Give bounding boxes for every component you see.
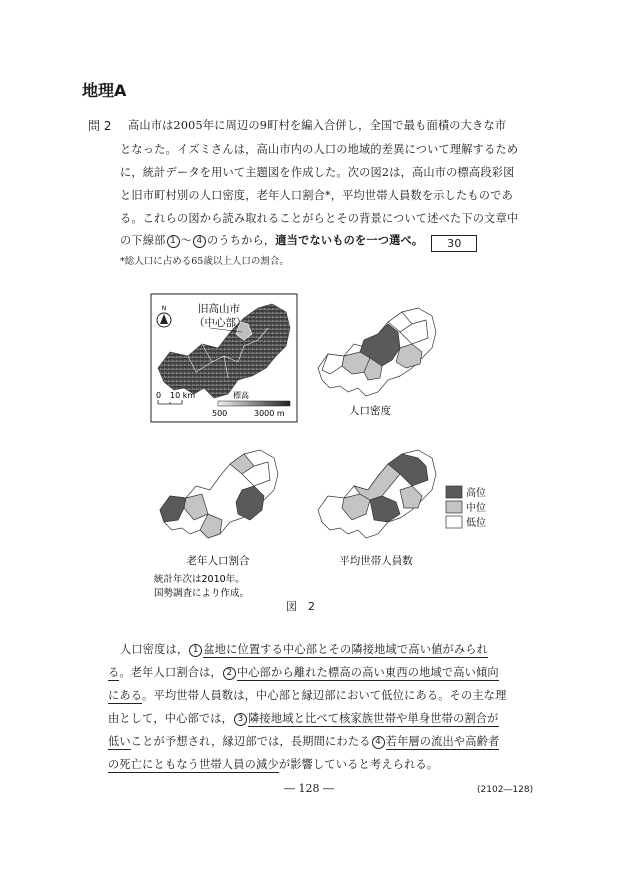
circled-number-4: 4 (372, 736, 385, 749)
passage-line-3 (108, 687, 507, 703)
underline-4: 若年層の流出や高齢者 (385, 735, 500, 748)
underline-2-end: にある (108, 689, 143, 702)
question-line-4: と旧市町村別の人口密度，老年人口割合*，平均世帯人員数を示したものであ (120, 189, 513, 202)
footnote: *総人口に占める65歳以上人口の割合。 (120, 256, 289, 267)
passage-text: ことが予想され，縁辺部では，長期間にわたる (130, 735, 371, 748)
elevation-min: 500 (212, 409, 228, 418)
scale-zero: 0 (156, 391, 162, 400)
passage-text: 。老年人口割合は， (119, 666, 222, 679)
legend-swatch-high (446, 486, 462, 498)
underline-1: 盆地に位置する中心部とその隣接地域で高い値がみられ (203, 643, 489, 656)
passage-line-2 (108, 664, 499, 680)
section-title: 地理A (82, 81, 127, 100)
circled-number-1: 1 (167, 235, 180, 248)
question-line-2: となった。イズミさんは，高山市内の人口の地域的差異について理解するため (120, 143, 519, 156)
legend-swatch-low (446, 516, 462, 528)
underline-3-end: 低い (108, 735, 131, 748)
label-population-density: 人口密度 (349, 405, 391, 417)
circled-number-2: 2 (223, 667, 236, 680)
circled-number-1: 1 (189, 644, 202, 657)
legend-low: 低位 (466, 518, 486, 529)
question-line-3: に，統計データを用いて主題図を作成した。次の図2は，高山市の標高段彩図 (120, 166, 515, 179)
page-code: (2102―128) (477, 785, 534, 795)
underline-3: 隣接地域と比べて核家族世帯や単身世帯の割合が (248, 712, 499, 725)
circled-number-4: 4 (193, 235, 206, 248)
label-household-size: 平均世帯人員数 (339, 555, 413, 567)
scale-ten: 10 km (170, 391, 196, 400)
legend-high: 高位 (466, 488, 486, 499)
underline-2: 中心部から離れた標高の高い東西の地域で高い傾向 (236, 666, 499, 679)
household-size-map (318, 450, 436, 538)
label-elderly-ratio: 老年人口割合 (186, 555, 250, 567)
underline-1-end: る (108, 666, 120, 679)
elderly-ratio-map (160, 450, 278, 538)
map-legend (446, 486, 486, 529)
question-label: 問 2 (88, 119, 112, 133)
question-instruction: 適当でないものを一つ選べ。 (275, 234, 424, 247)
relief-label-1: 旧高山市 (198, 303, 240, 315)
north-symbol: N (161, 305, 167, 312)
passage-line-5 (108, 733, 499, 749)
passage-text: 人口密度は， (120, 643, 189, 656)
passage-line-1 (120, 641, 488, 657)
source-line-1: 統計年次は2010年。 (154, 574, 245, 585)
relief-label-2: （中心部） (194, 317, 247, 329)
elevation-max: 3000 m (254, 409, 285, 418)
question-line-6 (120, 232, 550, 252)
question-text-b: のうちから， (206, 234, 276, 247)
passage-text: 由として，中心部では， (108, 712, 234, 725)
passage-text: 。平均世帯人員数は，中心部と縁辺部において低位にある。その主な理 (142, 689, 507, 702)
legend-swatch-mid (446, 501, 462, 513)
question-line-1: 高山市は2005年に周辺の9町村を編入合併し，全国で最も面積の大きな市 (128, 119, 507, 132)
elevation-label: 標高 (233, 391, 249, 400)
source-line-2: 国勢調査により作成。 (154, 588, 250, 599)
population-density-map (318, 308, 436, 396)
passage-line-4 (108, 710, 499, 726)
figure-caption: 図 2 (286, 600, 315, 613)
question-text-a: の下線部 (120, 234, 166, 247)
underline-4-end: の死亡にともなう世帯人員の減少 (108, 758, 279, 771)
figure-2 (140, 290, 486, 600)
legend-mid: 中位 (466, 503, 486, 514)
page-number: ― 128 ― (284, 782, 334, 795)
question-line-5: る。これらの図から読み取れることがらとその背景について述べた下の文章中 (120, 212, 519, 225)
passage-text: が影響していると考えられる。 (278, 758, 439, 771)
tilde: ～ (180, 234, 192, 247)
answer-box[interactable]: 30 (431, 235, 477, 252)
circled-number-3: 3 (234, 713, 247, 726)
passage-line-6 (108, 756, 438, 772)
